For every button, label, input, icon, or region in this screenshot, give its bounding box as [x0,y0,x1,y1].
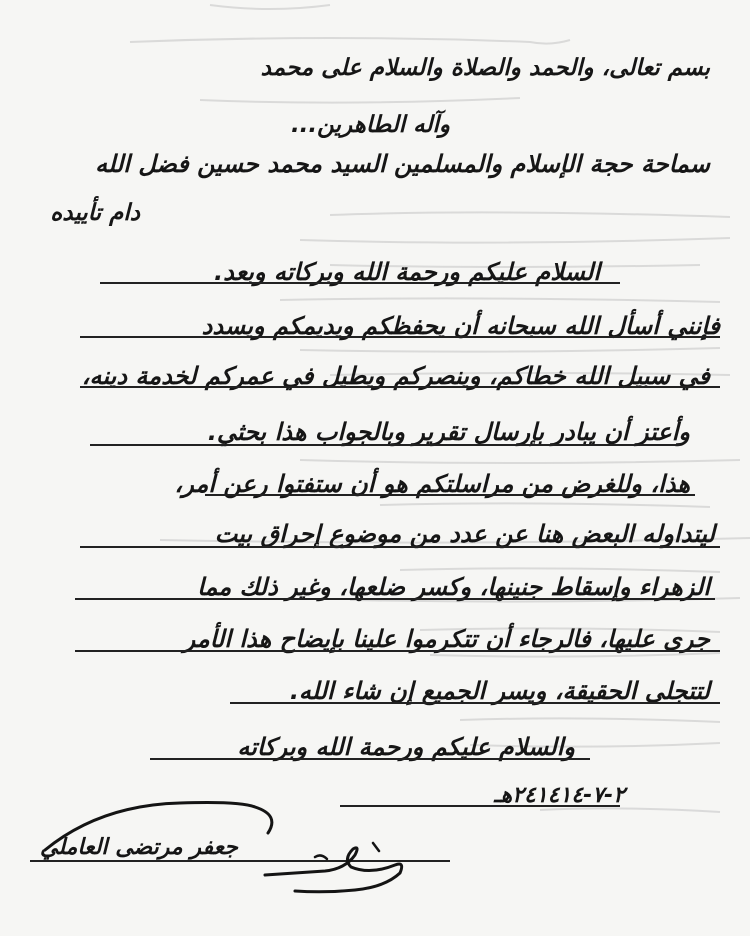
body-line-8: لتتجلى الحقيقة، ويسر الجميع إن شاء الله. [289,677,710,705]
body-underline-3 [90,444,680,446]
body-line-6: الزهراء وإسقاط جنينها، وكسر ضلعها، وغير ذلك مما [197,573,710,601]
date-underline [340,805,620,807]
basmala-line-2: وآله الطاهرين... [290,112,450,138]
body-line-5: ليتداوله البعض هنا عن عدد من موضوع إحراق بيت [214,520,715,548]
body-line-2: في سبيل الله خطاكم، وينصركم ويطيل في عمركم لخدمة دينه، [81,362,710,390]
closing-line: والسلام عليكم ورحمة الله وبركاته [237,733,575,761]
greeting-underline [100,282,620,284]
body-underline-1 [80,336,720,338]
body-underline-6 [75,598,715,600]
addressee-line-2: دام تأييده [50,200,140,226]
body-line-7: جرى عليها، فالرجاء أن تتكرموا علينا بإيضاح هذا الأمر [183,625,710,653]
body-underline-8 [230,702,720,704]
basmala-line-1: بسم تعالى، والحمد والصلاة والسلام على محمد [260,55,710,81]
body-line-4: هذا، وللغرض من مراسلتكم هو أن ستفتوا رعن أمر، [174,470,690,498]
handwritten-signature [255,835,425,905]
sender-name: جعفر مرتضى العاملي [40,835,238,860]
body-underline-7 [75,650,720,652]
body-line-3: وأعتز أن يبادر بإرسال تقرير وبالجواب هذا بحثي. [207,418,690,446]
greeting-line: السلام عليكم ورحمة الله وبركاته وبعد. [214,258,600,286]
body-underline-4 [205,494,695,496]
closing-underline [150,758,590,760]
body-underline-5 [80,546,720,548]
body-line-1: فإنني أسأل الله سبحانه أن يحفظكم ويديمكم ويسدد [201,312,720,340]
date-line: ٢-٧-٢٤١٤١٤هـ [494,783,625,808]
addressee-line-1: سماحة حجة الإسلام والمسلمين السيد محمد حسين فضل الله [95,150,710,178]
body-underline-2 [80,386,720,388]
